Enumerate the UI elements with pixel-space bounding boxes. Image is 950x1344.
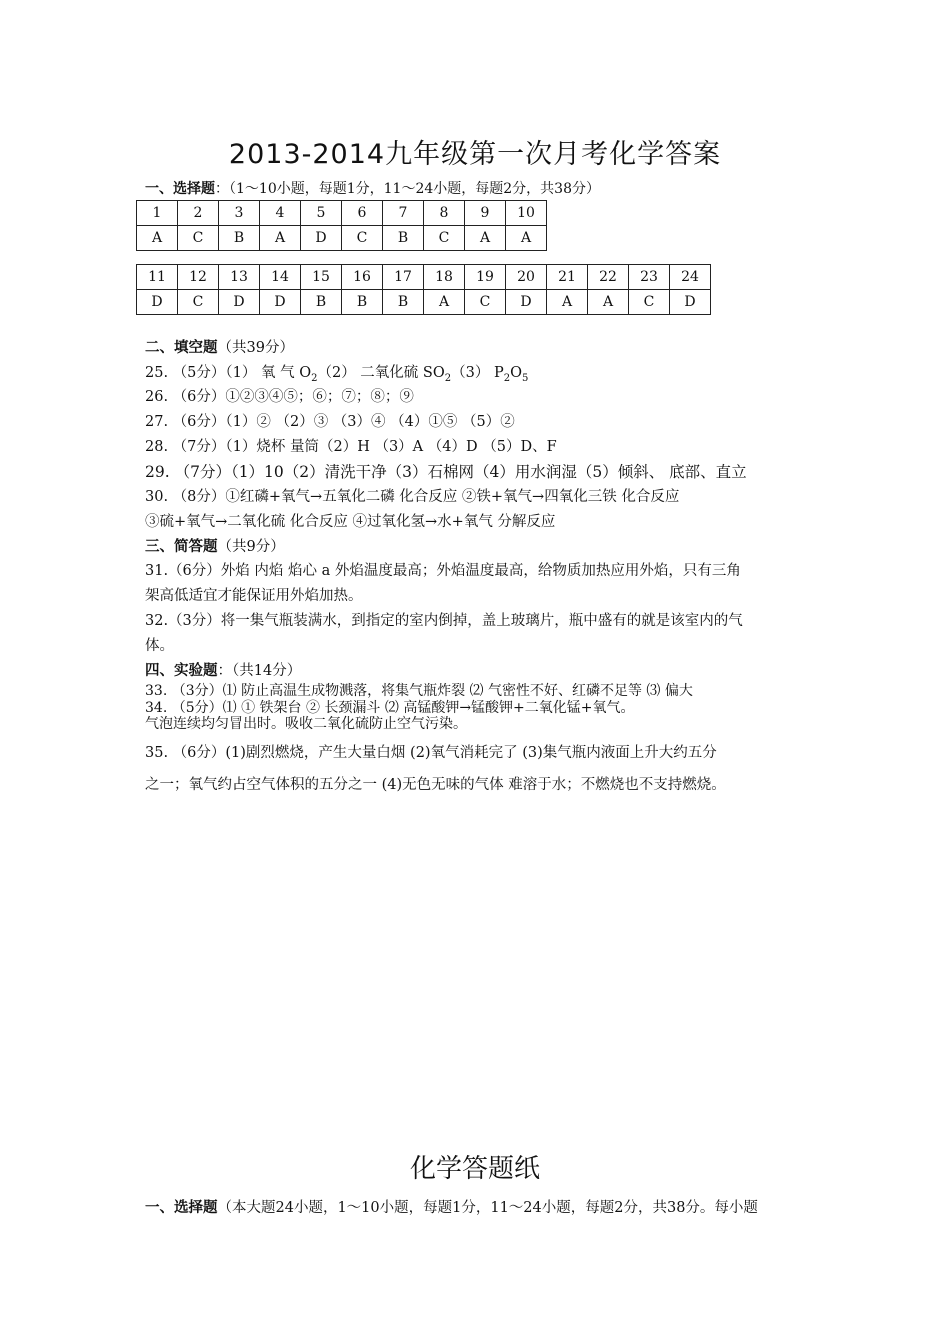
table-cell: D [260, 290, 301, 315]
table-cell: B [342, 290, 383, 315]
table-cell: 23 [629, 265, 670, 290]
answer-sheet-title: 化学答题纸 [409, 1154, 540, 1184]
table-cell: 10 [506, 201, 547, 226]
table-cell: 1 [137, 201, 178, 226]
table-cell: 6 [342, 201, 383, 226]
table-row [137, 201, 547, 226]
table-row [137, 226, 547, 251]
answer-34: 34. （5分）⑴ ① 铁架台 ② 长颈漏斗 ⑵ 高锰酸钾→锰酸钾+二氧化锰+氧气。 [145, 700, 635, 716]
table-cell: 17 [383, 265, 424, 290]
table-cell: C [342, 226, 383, 251]
table-cell: D [219, 290, 260, 315]
table-cell: D [506, 290, 547, 315]
page-title: 2013-2014九年级第一次月考化学答案 [228, 139, 722, 170]
table-cell: D [670, 290, 711, 315]
table-cell: 9 [465, 201, 506, 226]
table-cell: A [547, 290, 588, 315]
answer-29: 29. （7分）（1）10（2）清洗干净（3）石棉网（4）用水润湿（5）倾斜、 底部、直立 [145, 463, 747, 481]
table-cell: 2 [178, 201, 219, 226]
answer-table-2 [136, 264, 711, 315]
table-cell: 4 [260, 201, 301, 226]
table-cell: B [383, 226, 424, 251]
answer-31-line2: 架高低适宜才能保证用外焰加热。 [145, 588, 363, 604]
answer-30-line1: 30. （8分）①红磷+氧气→五氧化二磷 化合反应 ②铁+氧气→四氧化三铁 化合反应 [145, 489, 680, 505]
table-cell: 7 [383, 201, 424, 226]
section-2-heading: 二、填空题（共39分） [145, 340, 294, 356]
table-cell: D [137, 290, 178, 315]
answer-34-line2: 气泡连续均匀冒出时。吸收二氧化硫防止空气污染。 [145, 716, 467, 732]
answer-35-line2: 之一；氧气约占空气体积的五分之一 (4)无色无味的气体 难溶于水；不燃烧也不支持燃烧。 [145, 777, 726, 793]
answer-32-line2: 体。 [145, 638, 174, 654]
answer-table-1 [136, 200, 547, 251]
table-cell: D [301, 226, 342, 251]
section-1-heading: 一、选择题：（1～10小题，每题1分，11～24小题，每题2分，共38分） [145, 181, 600, 197]
answer-27: 27. （6分）（1）② （2）③ （3）④ （4）①⑤ （5）② [145, 414, 515, 430]
table-cell: C [178, 290, 219, 315]
table-cell: A [137, 226, 178, 251]
table-cell: 18 [424, 265, 465, 290]
table-cell: 20 [506, 265, 547, 290]
table-cell: B [219, 226, 260, 251]
table-cell: A [588, 290, 629, 315]
answer-25: 25. （5分）（1） 氧 气 $O_2(2)$ 二氧化硫 $SO_2(3)$ $P_2O_5$ [145, 365, 529, 384]
table-cell: A [424, 290, 465, 315]
answer-31-line1: 31.（6分）外焰 内焰 焰心 a 外焰温度最高；外焰温度最高，给物质加热应用外焰，只有三角 [145, 563, 741, 579]
table-cell: 8 [424, 201, 465, 226]
table-cell: B [383, 290, 424, 315]
answer-32-line1: 32.（3分）将一集气瓶装满水，到指定的室内倒掉，盖上玻璃片，瓶中盛有的就是该室内的气 [145, 613, 743, 629]
table-cell: 16 [342, 265, 383, 290]
answer-30-line2: ③硫+氧气→二氧化硫 化合反应 ④过氧化氢→水+氧气 分解反应 [145, 514, 556, 530]
table-cell: A [506, 226, 547, 251]
table-cell: 24 [670, 265, 711, 290]
table-cell: 22 [588, 265, 629, 290]
table-cell: 14 [260, 265, 301, 290]
table-cell: C [178, 226, 219, 251]
table-cell: A [260, 226, 301, 251]
answer-35-line1: 35. （6分）(1)剧烈燃烧，产生大量白烟 (2)氧气消耗完了 (3)集气瓶内液面上升大约五分 [145, 745, 717, 761]
table-row [137, 290, 711, 315]
table-cell: C [465, 290, 506, 315]
answer-sheet-section-1: 一、选择题（本大题24小题，1～10小题，每题1分，11～24小题，每题2分，共38分。每小题 [145, 1200, 758, 1216]
answer-28: 28. （7分）（1）烧杯 量筒（2）H （3）A （4）D （5）D、F [145, 439, 557, 455]
table-cell: B [301, 290, 342, 315]
table-cell: 5 [301, 201, 342, 226]
answer-33: 33. （3分）⑴ 防止高温生成物溅落，将集气瓶炸裂 ⑵ 气密性不好、红磷不足等 ⑶ 偏大 [145, 683, 693, 699]
table-cell: C [629, 290, 670, 315]
section-3-heading: 三、简答题（共9分） [145, 539, 285, 555]
table-cell: 13 [219, 265, 260, 290]
table-cell: 11 [137, 265, 178, 290]
table-cell: 19 [465, 265, 506, 290]
answer-26: 26. （6分）①②③④⑤；⑥；⑦；⑧；⑨ [145, 389, 414, 405]
table-cell: 12 [178, 265, 219, 290]
table-cell: 21 [547, 265, 588, 290]
table-row [137, 265, 711, 290]
table-cell: C [424, 226, 465, 251]
section-4-heading: 四、实验题：（共14分） [145, 663, 302, 679]
table-cell: 15 [301, 265, 342, 290]
table-cell: A [465, 226, 506, 251]
table-cell: 3 [219, 201, 260, 226]
